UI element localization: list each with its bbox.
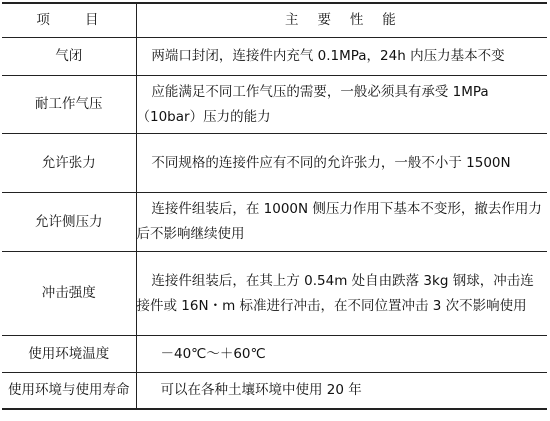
table-row [2, 373, 547, 409]
row-item: 冲击强度 [2, 252, 136, 336]
row-item: 耐工作气压 [2, 76, 136, 134]
row-item: 允许张力 [2, 134, 136, 193]
row-performance: －40℃～＋60℃ [136, 336, 547, 373]
table-header-row [2, 3, 547, 38]
header-item: 项 目 [2, 3, 136, 38]
table-row [2, 193, 547, 252]
table-row [2, 252, 547, 336]
header-performance: 主 要 性 能 [136, 3, 547, 38]
row-item: 气闭 [2, 38, 136, 76]
row-performance: 连接件组装后，在 1000N 侧压力作用下基本不变形，撤去作用力后不影响继续使用 [136, 193, 547, 252]
row-item: 允许侧压力 [2, 193, 136, 252]
row-item: 使用环境温度 [2, 336, 136, 373]
row-performance: 可以在各种土壤环境中使用 20 年 [136, 373, 547, 409]
table-row [2, 134, 547, 193]
row-performance: 应能满足不同工作气压的需要，一般必须具有承受 1MPa（10bar）压力的能力 [136, 76, 547, 134]
performance-table [2, 2, 547, 410]
row-item: 使用环境与使用寿命 [2, 373, 136, 409]
table-row [2, 76, 547, 134]
table-row [2, 38, 547, 76]
row-performance: 连接件组装后，在其上方 0.54m 处自由跌落 3kg 钢球，冲击连接件或 16N・m 标准进行冲击，在不同位置冲击 3 次不影响使用 [136, 252, 547, 336]
table-row [2, 336, 547, 373]
row-performance: 两端口封闭，连接件内充气 0.1MPa，24h 内压力基本不变 [136, 38, 547, 76]
row-performance: 不同规格的连接件应有不同的允许张力，一般不小于 1500N [136, 134, 547, 193]
